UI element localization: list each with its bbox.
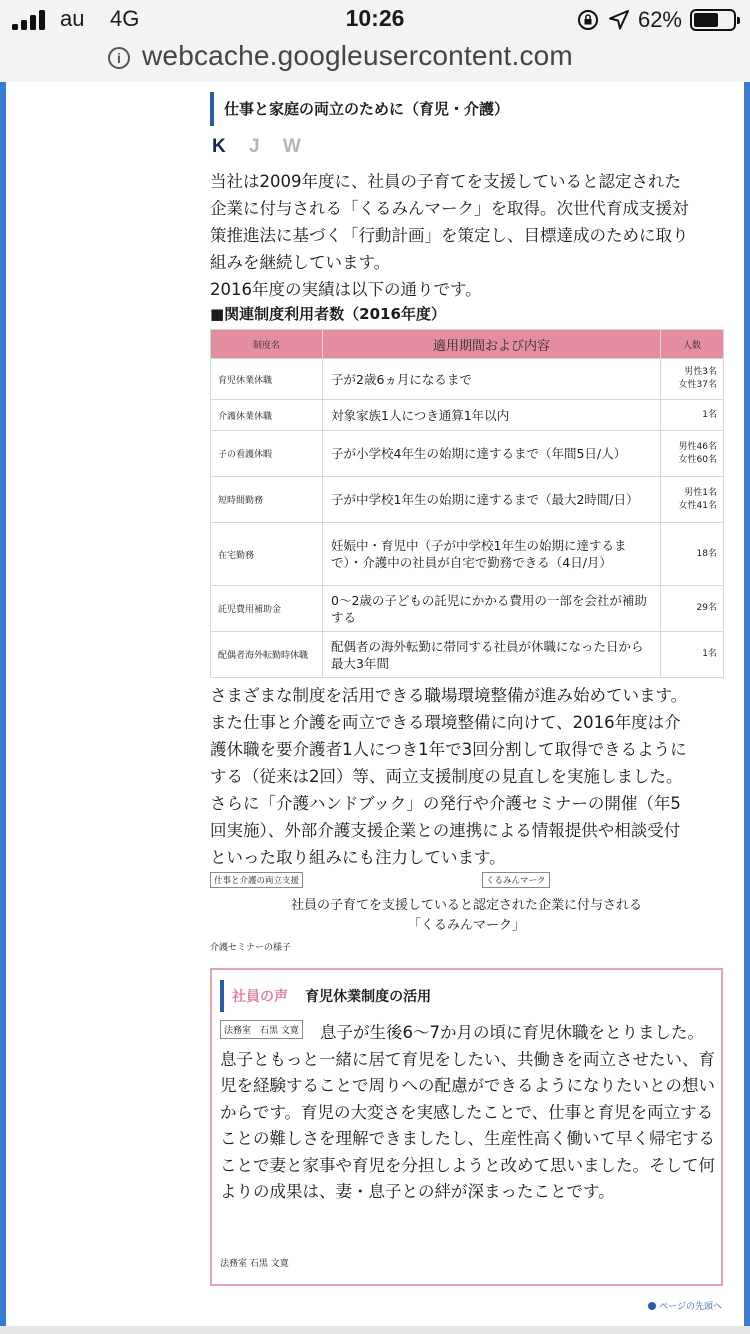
rotation-lock-icon — [576, 8, 600, 32]
voice-text: 息子が生後6〜7か月の頃に育児休職をとりました。息子ともっと一緒に居て育児をしたい、共働きを両立させたい、育児を経験することで周りへの配慮ができるようになりたいとの想いからです。育児の大変さを実感したことで、仕事と育児を両立することの難しさを理解できましたし、生産性高く働いて早く帰宅することで妻と家事や育児を分担しようと改めて思いました。そして何よりの成果は、妻・息子との絆が深まったことです。 — [220, 1023, 715, 1201]
body-line: する（従来は2回）等、両立支援制度の見直しを実施しました。 — [210, 767, 683, 786]
back-to-top-label[interactable]: ページの先頭へ — [659, 1302, 722, 1312]
row-content: 0〜2歳の子どもの託児にかかる費用の一部を会社が補助する — [323, 586, 661, 632]
row-content: 子が中学校1年生の始期に達するまで（最大2時間/日） — [323, 477, 661, 523]
voice-heading — [220, 980, 431, 1012]
intro-line: 当社は2009年度に、社員の子育てを支援していると認定された — [210, 172, 681, 191]
body-line: といった取り組みにも注力しています。 — [210, 848, 506, 867]
table-row — [211, 359, 724, 400]
body-line: さらに「介護ハンドブック」の発行や介護セミナーの開催（年5 — [210, 794, 681, 813]
status-bar — [0, 0, 750, 40]
body-line: また仕事と介護を両立できる環境整備に向けて、2016年度は介 — [210, 713, 681, 732]
row-name: 子の看護休暇 — [211, 431, 323, 477]
section-title: 仕事と家庭の両立のために（育児・介護） — [210, 92, 725, 126]
clock: 10:26 — [345, 5, 405, 31]
row-content: 子が小学校4年生の始期に達するまで（年間5日/人） — [323, 431, 661, 477]
header-count: 人数 — [661, 330, 724, 359]
row-count: 1名 — [661, 632, 724, 678]
table-header-row — [211, 330, 724, 359]
employee-photo-placeholder: 法務室 石黒 文寛 — [220, 1020, 303, 1039]
intro-paragraph — [210, 168, 725, 303]
row-count: 29名 — [661, 586, 724, 632]
row-content: 対象家族1人につき通算1年以内 — [323, 400, 661, 431]
intro-line: 企業に付与される「くるみんマーク」を取得。次世代育成支援対 — [210, 199, 689, 218]
table-row — [211, 400, 724, 431]
row-name: 配偶者海外転勤時休職 — [211, 632, 323, 678]
row-count: 18名 — [661, 523, 724, 586]
bottom-strip — [0, 1326, 750, 1334]
back-to-top-link[interactable] — [648, 1299, 722, 1312]
body-line: さまざまな制度を活用できる職場環境整備が進み始めています。 — [210, 686, 688, 705]
address-bar[interactable] — [0, 40, 750, 82]
row-name: 介護休業休職 — [211, 400, 323, 431]
letter-j[interactable]: J — [249, 136, 260, 157]
table-row — [211, 523, 724, 586]
body-line: 回実施）、外部介護支援企業との連携による情報提供や相談受付 — [210, 821, 681, 840]
row-name: 育児休業休職 — [211, 359, 323, 400]
intro-line: 組みを継続しています。 — [210, 253, 391, 272]
letter-k[interactable]: K — [212, 136, 226, 157]
row-count: 男性46名 女性60名 — [661, 431, 724, 477]
intro-line: 策推進法に基づく「行動計画」を策定し、目標達成のために取り — [210, 226, 689, 245]
image-placeholder-balance: 仕事と介護の両立支援 — [210, 872, 303, 888]
back-to-top-icon — [648, 1302, 656, 1310]
row-name: 短時間勤務 — [211, 477, 323, 523]
table-row — [211, 632, 724, 678]
body-line: 護休職を要介護者1人につき1年で3回分割して取得できるように — [210, 740, 687, 759]
image-placeholder-kurumin: くるみんマーク — [482, 872, 550, 888]
row-content: 子が2歳6ヵ月になるまで — [323, 359, 661, 400]
battery-percent: 62% — [637, 7, 682, 32]
page-edge-left — [0, 82, 6, 1326]
voice-title: 育児休業制度の活用 — [305, 989, 432, 1005]
carrier-label: au — [60, 6, 85, 31]
status-right — [576, 6, 736, 34]
image-caption-seminar: 介護セミナーの様子 — [210, 943, 292, 953]
network-label: 4G — [110, 6, 140, 31]
intro-line: 2016年度の実績は以下の通りです。 — [210, 280, 482, 299]
row-content: 配偶者の海外転勤に帯同する社員が休職になった日から最大3年間 — [323, 632, 661, 678]
url-text[interactable]: webcache.googleusercontent.com — [142, 40, 573, 71]
page-edge-right — [744, 82, 750, 1326]
row-name: 在宅勤務 — [211, 523, 323, 586]
table-title: ■関連制度利用者数（2016年度） — [210, 305, 446, 323]
voice-signature: 法務室 石黒 文寛 — [220, 1259, 289, 1269]
table-row — [211, 431, 724, 477]
image-caption: 社員の子育てを支援していると認定された企業に付与される 「くるみんマーク」 — [290, 898, 642, 933]
row-count: 男性1名 女性41名 — [661, 477, 724, 523]
table-row — [211, 477, 724, 523]
employee-voice-box — [210, 968, 723, 1286]
info-icon[interactable]: i — [108, 47, 130, 69]
row-content: 妊娠中・育児中（子が中学校1年生の始期に達するまで）・介護中の社員が自宅で勤務できる（4日/月） — [323, 523, 661, 586]
row-name: 託児費用補助金 — [211, 586, 323, 632]
header-name: 制度名 — [211, 330, 323, 359]
battery-icon — [690, 9, 736, 31]
voice-label: 社員の声 — [232, 989, 288, 1005]
location-arrow-icon — [608, 9, 630, 31]
benefits-table — [210, 329, 724, 678]
letter-w[interactable]: W — [282, 136, 301, 157]
header-content: 適用期間および内容 — [323, 330, 661, 359]
letter-tabs — [212, 136, 319, 158]
body-paragraph — [210, 682, 725, 871]
row-count: 男性3名 女性37名 — [661, 359, 724, 400]
row-count: 1名 — [661, 400, 724, 431]
table-row — [211, 586, 724, 632]
